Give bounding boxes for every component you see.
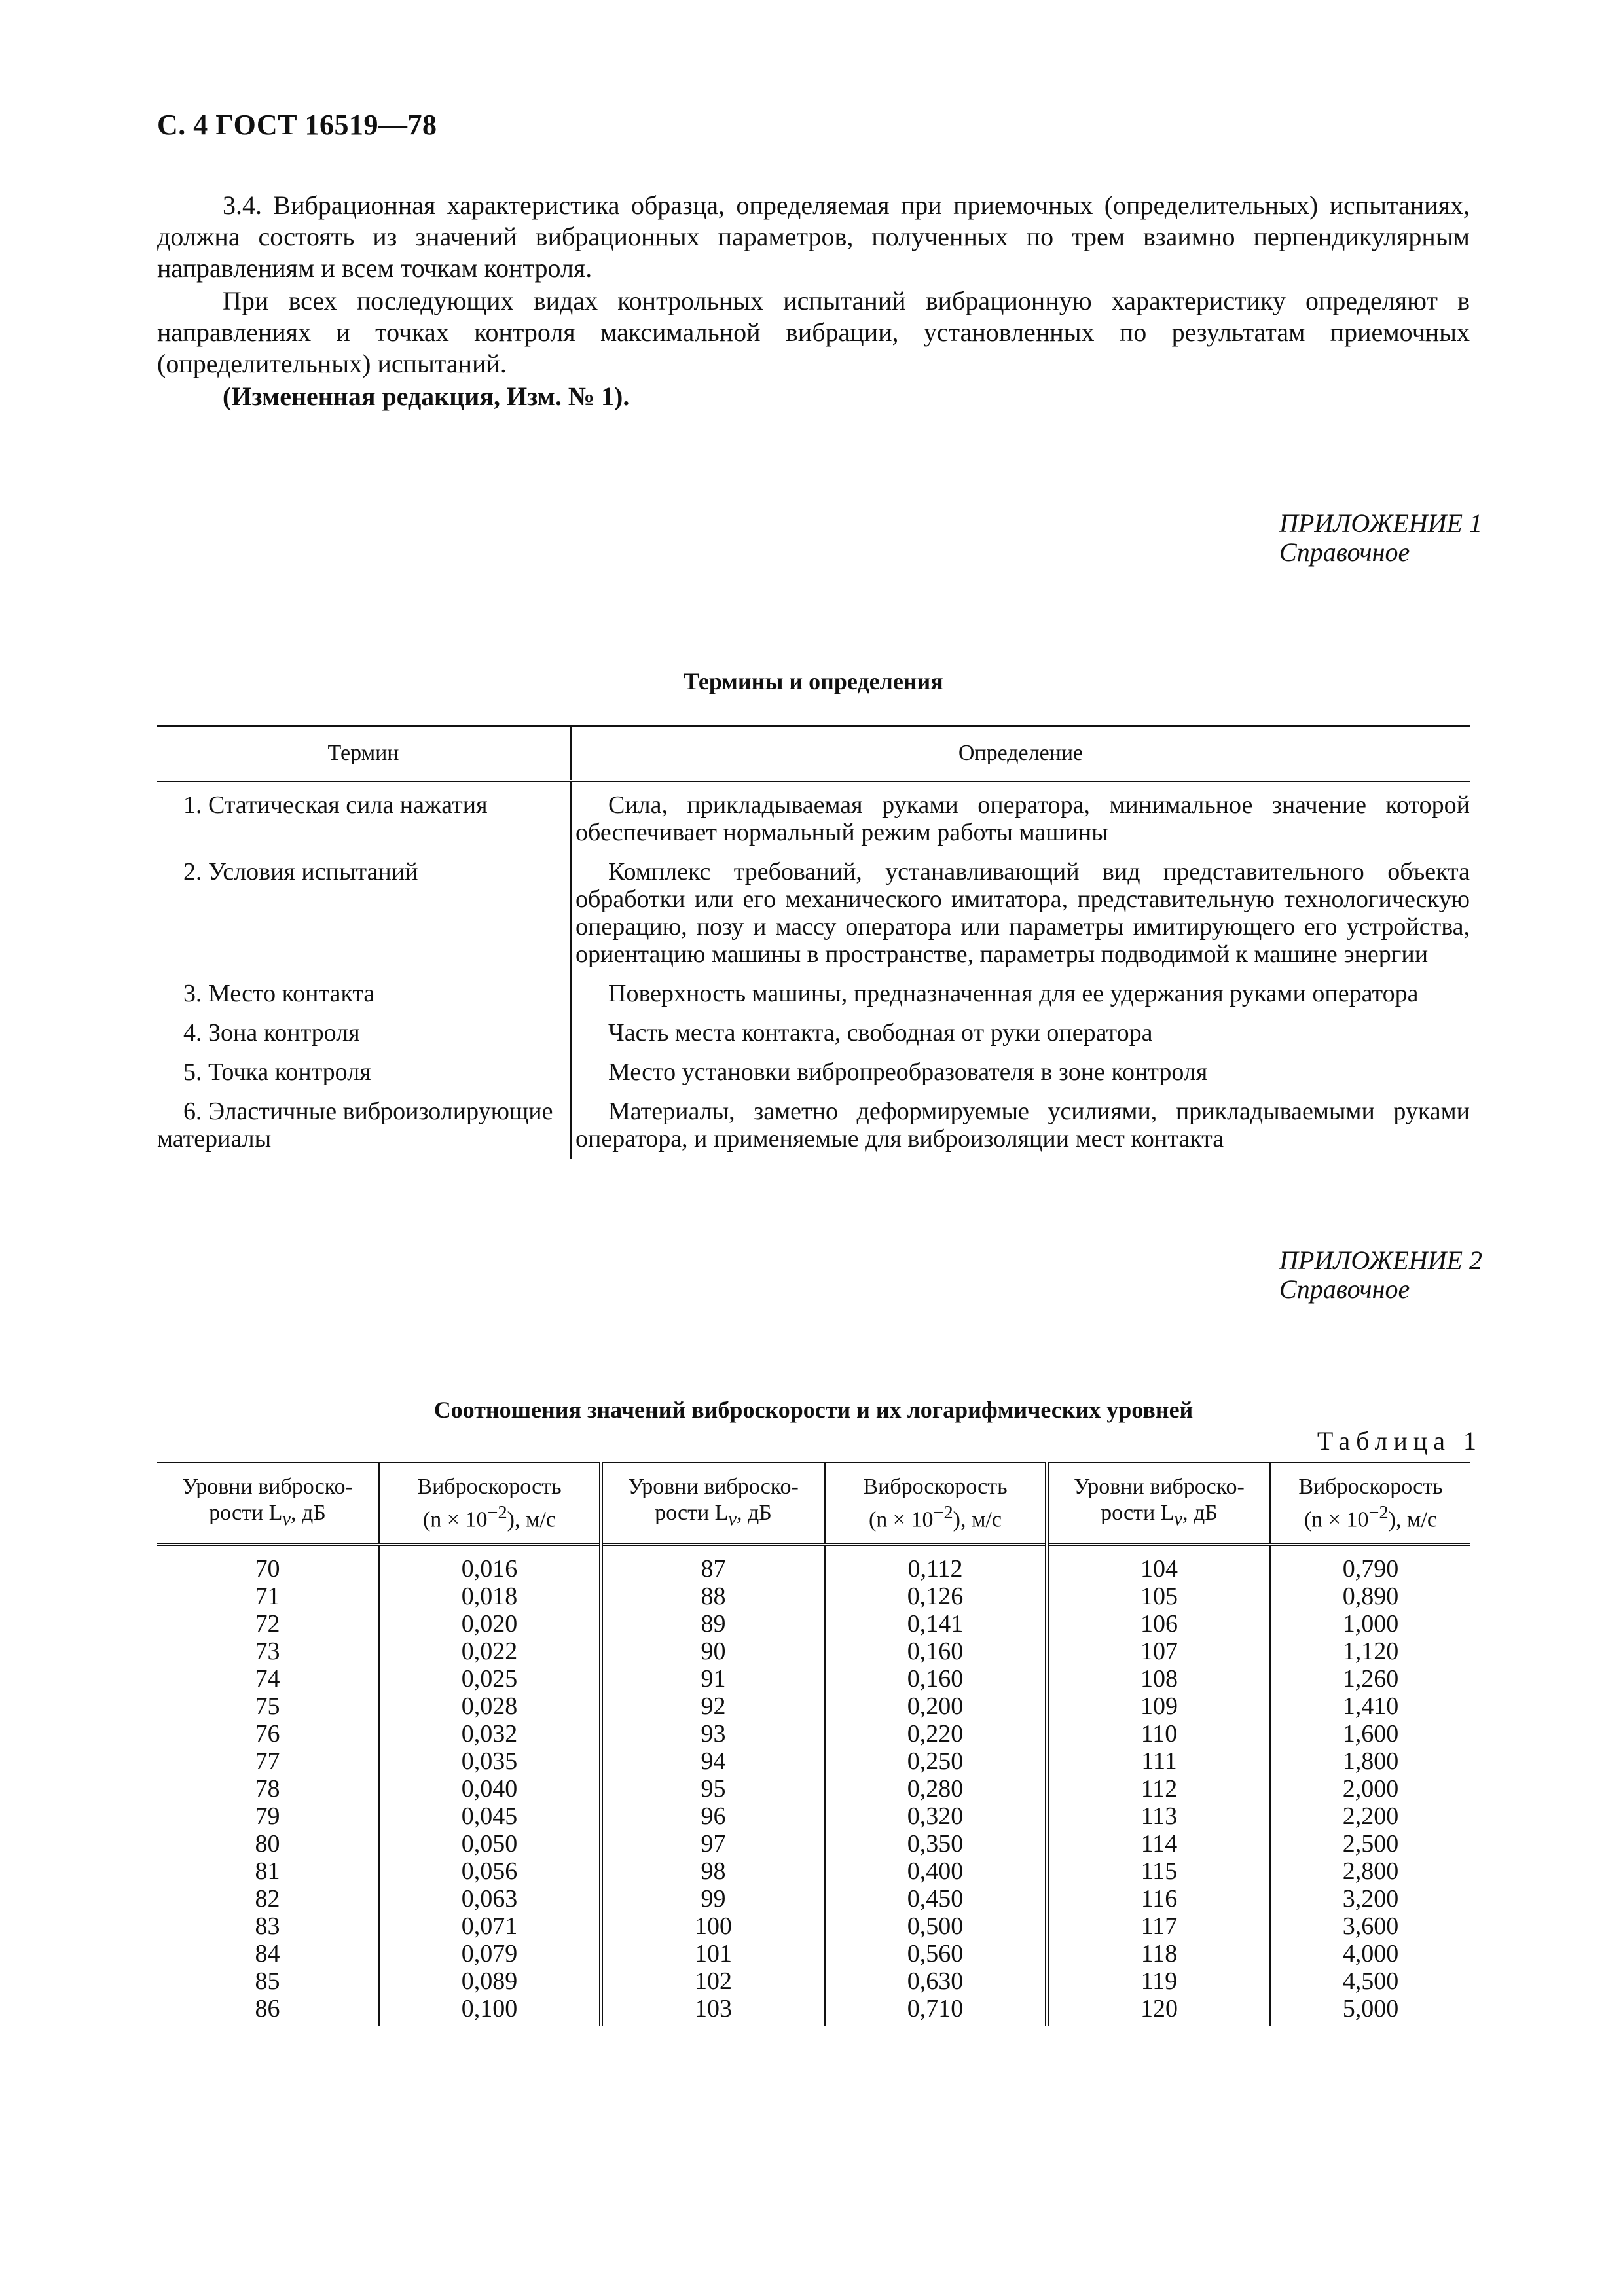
table-cell-value: 104 <box>1140 1555 1178 1583</box>
table-cell-value: 96 <box>701 1803 726 1830</box>
table-cell-value: 0,028 <box>461 1693 518 1720</box>
paragraph-control-tests: При всех последующих видах контрольных испытаний вибрационную характеристику определяют в направлениях и точках контроля максимальной вибрации, установленных по результатам приемочных (определительных) испытаний. <box>157 286 1470 378</box>
table-cell-value: 2,800 <box>1342 1857 1399 1885</box>
table-cell-value: 111 <box>1141 1748 1177 1775</box>
definition-cell: Сила, прикладываемая руками оператора, минимальное значение которой обеспечивает нормальный режим работы машины <box>575 791 1470 846</box>
table-cell-value: 0,890 <box>1342 1583 1399 1610</box>
term-cell: 5. Точка контроля <box>157 1053 571 1092</box>
definition-cell: Часть места контакта, свободная от руки оператора <box>608 1019 1153 1047</box>
table-cell-value: 77 <box>255 1748 280 1775</box>
table-cell-value: 0,320 <box>907 1803 964 1830</box>
table-row <box>157 781 1470 853</box>
table-cell-value: 3,600 <box>1342 1912 1399 1940</box>
table-cell-value: 83 <box>255 1912 280 1940</box>
table-cell-value: 0,141 <box>907 1610 964 1638</box>
table-cell-value: 120 <box>1140 1995 1178 2022</box>
table-cell-value: 113 <box>1140 1803 1178 1830</box>
table-cell-value: 114 <box>1140 1830 1178 1857</box>
header-velocity: Виброскорость $(n \times 10^{-2})$, м/с <box>379 1463 602 1545</box>
table-cell-value: 2,200 <box>1342 1803 1399 1830</box>
table-cell-value: 0,350 <box>907 1830 964 1857</box>
table-cell-value: 0,100 <box>461 1995 518 2022</box>
table-cell-value: 87 <box>701 1555 726 1583</box>
table-cell-value: 3,200 <box>1342 1885 1399 1912</box>
table-cell-value: 0,560 <box>907 1940 964 1967</box>
table-cell-value: 107 <box>1140 1638 1178 1665</box>
table-cell-value: 73 <box>255 1638 280 1665</box>
page-header: С. 4 ГОСТ 16519—78 <box>157 109 437 141</box>
table-cell-value: 0,020 <box>461 1610 518 1638</box>
header-level: Уровни виброско- рости $L_v$, дБ <box>1047 1463 1271 1545</box>
table-cell-value: 1,000 <box>1342 1610 1399 1638</box>
table-cell-value: 0,220 <box>907 1720 964 1748</box>
table-cell-value: 116 <box>1140 1885 1178 1912</box>
table-cell-value: 0,200 <box>907 1693 964 1720</box>
table-cell-value: 112 <box>1140 1775 1178 1803</box>
table-row <box>157 1053 1470 1092</box>
term-cell: 3. Место контакта <box>157 975 571 1014</box>
terms-table-title: Термины и определения <box>684 668 943 694</box>
velocity-column <box>379 1545 602 2026</box>
terms-header-term: Термин <box>157 726 571 781</box>
level-column <box>601 1545 825 2026</box>
table-cell-value: 99 <box>701 1885 726 1912</box>
velocity-table <box>157 1462 1470 2026</box>
table-cell-value: 0,126 <box>907 1583 964 1610</box>
term-cell: 4. Зона контроля <box>157 1014 571 1053</box>
header-velocity: Виброскорость $(n \times 10^{-2})$, м/с <box>825 1463 1048 1545</box>
table-cell-value: 108 <box>1140 1665 1178 1693</box>
appendix-1-heading <box>1279 509 1482 567</box>
appendix-2-title: ПРИЛОЖЕНИЕ 2 <box>1279 1246 1482 1275</box>
terms-header-definition: Определение <box>571 726 1470 781</box>
paragraph-3-4: 3.4. Вибрационная характеристика образца, определяемая при приемочных (определительных) испытаниях, должна состоять из значений вибрационных параметров, полученных по трем взаимно перпендикулярным направлениям и всем точкам контроля. <box>157 190 1470 283</box>
table-cell-value: 1,800 <box>1342 1748 1399 1775</box>
table-cell-value: 102 <box>695 1967 732 1995</box>
table-cell-value: 0,045 <box>461 1803 518 1830</box>
velocity-table-label: Таблица 1 <box>1317 1426 1482 1456</box>
table-cell-value: 0,071 <box>461 1912 518 1940</box>
table-cell-value: 0,450 <box>907 1885 964 1912</box>
table-cell-value: 0,016 <box>461 1555 518 1583</box>
table-cell-value: 78 <box>255 1775 280 1803</box>
table-cell-value: 70 <box>255 1555 280 1583</box>
table-cell-value: 0,025 <box>461 1665 518 1693</box>
table-cell-value: 0,280 <box>907 1775 964 1803</box>
table-cell-value: 97 <box>701 1830 726 1857</box>
table-cell-value: 0,250 <box>907 1748 964 1775</box>
table-cell-value: 118 <box>1140 1940 1178 1967</box>
table-cell-value: 4,000 <box>1342 1940 1399 1967</box>
table-row <box>157 1092 1470 1159</box>
table-cell-value: 0,063 <box>461 1885 518 1912</box>
table-cell-value: 89 <box>701 1610 726 1638</box>
table-row <box>157 853 1470 975</box>
table-cell-value: 74 <box>255 1665 280 1693</box>
level-column <box>157 1545 379 2026</box>
amendment-note: (Измененная редакция, Изм. № 1). <box>223 382 630 411</box>
table-cell-value: 0,160 <box>907 1638 964 1665</box>
table-cell-value: 91 <box>701 1665 726 1693</box>
table-cell-value: 98 <box>701 1857 726 1885</box>
appendix-2-subtitle: Справочное <box>1279 1274 1410 1304</box>
table-cell-value: 71 <box>255 1583 280 1610</box>
table-cell-value: 1,120 <box>1342 1638 1399 1665</box>
table-cell-value: 86 <box>255 1995 280 2022</box>
table-cell-value: 76 <box>255 1720 280 1748</box>
term-cell: 2. Условия испытаний <box>157 853 571 975</box>
term-cell: 1. Статическая сила нажатия <box>157 781 571 853</box>
table-cell-value: 0,630 <box>907 1967 964 1995</box>
table-cell-value: 81 <box>255 1857 280 1885</box>
table-cell-value: 88 <box>701 1583 726 1610</box>
appendix-1-title: ПРИЛОЖЕНИЕ 1 <box>1279 509 1482 538</box>
table-cell-value: 0,089 <box>461 1967 518 1995</box>
table-cell-value: 75 <box>255 1693 280 1720</box>
table-cell-value: 101 <box>695 1940 732 1967</box>
table-cell-value: 93 <box>701 1720 726 1748</box>
table-cell-value: 0,022 <box>461 1638 518 1665</box>
table-cell-value: 0,160 <box>907 1665 964 1693</box>
table-cell-value: 0,500 <box>907 1912 964 1940</box>
table-cell-value: 0,018 <box>461 1583 518 1610</box>
table-cell-value: 5,000 <box>1342 1995 1399 2022</box>
table-cell-value: 100 <box>695 1912 732 1940</box>
table-cell-value: 117 <box>1140 1912 1178 1940</box>
table-row <box>157 1014 1470 1053</box>
table-cell-value: 0,079 <box>461 1940 518 1967</box>
velocity-column <box>825 1545 1048 2026</box>
table-cell-value: 0,040 <box>461 1775 518 1803</box>
definition-cell: Материалы, заметно деформируемые усилиями, прикладываемыми руками оператора, и применяемые для виброизоляции мест контакта <box>575 1098 1470 1153</box>
table-cell-value: 1,600 <box>1342 1720 1399 1748</box>
appendix-1-subtitle: Справочное <box>1279 537 1410 567</box>
table-cell-value: 105 <box>1140 1583 1178 1610</box>
table-cell-value: 85 <box>255 1967 280 1995</box>
definition-cell: Место установки вибропреобразователя в зоне контроля <box>608 1058 1208 1086</box>
table-cell-value: 0,056 <box>461 1857 518 1885</box>
table-cell-value: 1,410 <box>1342 1693 1399 1720</box>
table-cell-value: 2,500 <box>1342 1830 1399 1857</box>
table-cell-value: 0,112 <box>907 1555 963 1583</box>
table-cell-value: 119 <box>1140 1967 1178 1995</box>
table-cell-value: 106 <box>1140 1610 1178 1638</box>
table-cell-value: 80 <box>255 1830 280 1857</box>
table-cell-value: 94 <box>701 1748 726 1775</box>
terms-table <box>157 725 1470 1159</box>
definition-cell: Комплекс требований, устанавливающий вид представительного объекта обработки или его механического имитатора, представительную технологическую операцию, позу и массу оператора или параметры имитирующего его устройства, ориентацию машины в пространстве, параметры подводимой к машине энергии <box>575 858 1470 968</box>
table-cell-value: 4,500 <box>1342 1967 1399 1995</box>
table-cell-value: 0,035 <box>461 1748 518 1775</box>
table-cell-value: 0,710 <box>907 1995 964 2022</box>
table-cell-value: 115 <box>1140 1857 1178 1885</box>
table-cell-value: 109 <box>1140 1693 1178 1720</box>
term-cell: 6. Эластичные виброизолирующие материалы <box>157 1092 571 1159</box>
table-cell-value: 2,000 <box>1342 1775 1399 1803</box>
table-cell-value: 0,032 <box>461 1720 518 1748</box>
table-cell-value: 0,790 <box>1342 1555 1399 1583</box>
table-row <box>157 975 1470 1014</box>
appendix-2-heading <box>1279 1246 1482 1304</box>
level-column <box>1047 1545 1271 2026</box>
header-level: Уровни виброско- рости $L_v$, дБ <box>601 1463 825 1545</box>
table-cell-value: 90 <box>701 1638 726 1665</box>
table-cell-value: 72 <box>255 1610 280 1638</box>
table-cell-value: 110 <box>1140 1720 1178 1748</box>
header-level: Уровни виброско- рости $L_v$, дБ <box>157 1463 379 1545</box>
velocity-column <box>1271 1545 1470 2026</box>
definition-cell: Поверхность машины, предназначенная для ее удержания руками оператора <box>608 980 1419 1007</box>
table-cell-value: 82 <box>255 1885 280 1912</box>
header-velocity: Виброскорость $(n \times 10^{-2})$, м/с <box>1271 1463 1470 1545</box>
table-cell-value: 95 <box>701 1775 726 1803</box>
table-cell-value: 92 <box>701 1693 726 1720</box>
table-cell-value: 0,050 <box>461 1830 518 1857</box>
table-cell-value: 0,400 <box>907 1857 964 1885</box>
velocity-table-title: Соотношения значений виброскорости и их логарифмических уровней <box>433 1397 1194 1423</box>
table-cell-value: 103 <box>695 1995 732 2022</box>
table-cell-value: 1,260 <box>1342 1665 1399 1693</box>
table-cell-value: 79 <box>255 1803 280 1830</box>
table-cell-value: 84 <box>255 1940 280 1967</box>
